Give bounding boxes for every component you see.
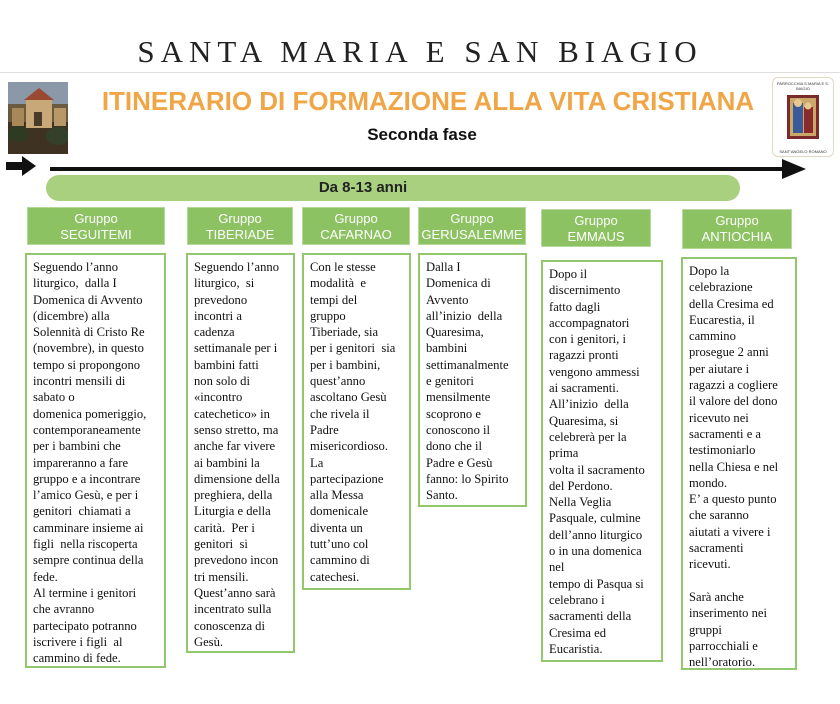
description-line: liturgico, dalla I [33, 276, 117, 291]
description-line: ascoltano Gesù [310, 390, 387, 405]
logo-bottom-text: SANT'ANGELO ROMANO [779, 149, 827, 154]
description-line: E’ a questo punto [689, 492, 777, 507]
description-line: Con le stesse [310, 260, 376, 274]
description-line: vengono ammessi [549, 364, 640, 379]
description-line: misericordioso. [310, 439, 388, 454]
description-line: per i genitori sia [310, 341, 396, 356]
description-line: sacramenti della [549, 609, 632, 624]
main-title: ITINERARIO DI FORMAZIONE ALLA VITA CRISTIANA [101, 86, 755, 116]
phase-title: Seconda fase [367, 125, 477, 144]
description-line: ai bambini la [194, 455, 260, 470]
group-label: Gruppo [715, 213, 759, 228]
description-line: per aiutare i [689, 361, 750, 376]
description-line: modalità e [310, 276, 366, 291]
description-line: settimanalmente [426, 357, 509, 372]
description-line: figli nella riscoperta [33, 537, 138, 552]
description-line: Quest’anno sarà [194, 585, 276, 600]
description-line: mensilmente [426, 390, 491, 405]
description-line: Cresima ed [549, 625, 607, 640]
group-header-seguitemi [27, 207, 165, 245]
description-line: Tiberiade, sia [310, 325, 379, 340]
description-line: preghiera, della [194, 488, 273, 503]
description-line: catechesi. [310, 569, 360, 584]
description-line: tri mensili. [194, 569, 249, 584]
description-line: All’inizio della [549, 397, 629, 412]
description-line: celebrazione [689, 280, 753, 295]
description-line: sempre continua della [33, 553, 144, 568]
description-line: Dopo il [549, 267, 588, 281]
description-line: nel [549, 560, 565, 575]
description-line: Dopo la [689, 264, 730, 278]
group-header-emmaus [541, 209, 651, 247]
group-name: TIBERIADE [205, 227, 275, 242]
description-line: all’inizio della [426, 308, 503, 323]
description-line: Padre [310, 422, 339, 437]
description-line: il valore del dono [689, 394, 778, 409]
description-line: o in una domenica [549, 544, 642, 559]
group-header-cafarnao [302, 207, 410, 245]
age-range-label: Da 8-13 anni [318, 179, 408, 196]
description-line: Pasquale, culmine [549, 511, 641, 526]
description-line: dono che il [426, 439, 482, 454]
description-line: Eucarestia, il [689, 312, 755, 327]
description-line: scoprono e [426, 406, 481, 421]
description-line: prevedono incon [194, 553, 279, 568]
description-line: cadenza [194, 325, 235, 340]
description-line: catechetico» in [194, 406, 270, 421]
description-line: Gesù. [194, 634, 224, 649]
description-line: conoscenza di [194, 618, 265, 633]
description-line: Solennità di Cristo Re [33, 325, 145, 340]
group-label: Gruppo [574, 213, 618, 228]
description-line: impareranno a fare [33, 455, 129, 470]
description-line: senso stretto, ma [194, 422, 279, 437]
description-line: anche far vivere [194, 439, 276, 454]
description-line: Domenica di Avvento [33, 292, 143, 307]
description-line: diventa un [310, 520, 363, 535]
description-line: dell’anno liturgico [549, 527, 643, 542]
description-line: genitori si [194, 537, 248, 552]
description-line: che rivela il [310, 406, 370, 421]
description-line: (dicembre) alla [33, 308, 110, 323]
description-line: sabato o [33, 390, 75, 405]
description-line: tempo si propongono [33, 357, 141, 372]
description-line: Quaresima, [426, 325, 484, 340]
description-line: incontri a [194, 308, 242, 323]
description-line: cammino [689, 329, 736, 344]
description-line: domenica pomeriggio, [33, 406, 147, 421]
description-line: fatto dagli [549, 299, 601, 314]
description-line: incentrato sulla [194, 602, 272, 617]
header-divider [0, 72, 840, 73]
group-name: EMMAUS [567, 229, 625, 244]
description-line: gruppo e a incontrare [33, 471, 141, 486]
description-line: Seguendo l’anno [33, 260, 118, 274]
group-name: CAFARNAO [320, 227, 392, 242]
description-line: gruppi [689, 622, 722, 637]
description-line: Eucaristia. [549, 641, 603, 656]
parish-title: SANTA MARIA E SAN BIAGIO [137, 34, 703, 69]
description-line: settimanale per i [194, 341, 278, 356]
description-line: gruppo [310, 308, 346, 323]
description-line: ricevuto nei [689, 410, 749, 425]
description-line: iscrivere i figli al [33, 634, 123, 649]
description-line: prosegue 2 anni [689, 345, 769, 360]
group-label: Gruppo [334, 211, 378, 226]
description-line: volta il sacramento [549, 462, 645, 477]
description-line: Dalla I [426, 260, 461, 274]
description-line: ai sacramenti. [549, 381, 619, 396]
description-line: tutt’uno col [310, 537, 369, 552]
description-line: La [310, 455, 324, 470]
description-line: che avranno [33, 602, 95, 617]
description-line: sacramenti e a [689, 426, 762, 441]
group-header-antiochia [682, 209, 792, 249]
description-line: sacramenti [689, 541, 744, 556]
description-line: Santo. [426, 488, 458, 503]
group-label: Gruppo [450, 211, 494, 226]
group-description-cafarnao [302, 253, 411, 590]
description-line: Avvento [426, 292, 469, 307]
description-line: accompagnatori [549, 315, 630, 330]
age-range-bar [46, 175, 740, 201]
description-line: Al termine i genitori [33, 585, 137, 600]
description-line: Sarà anche [689, 589, 744, 604]
description-line: Domenica di [426, 276, 491, 291]
logo-top-text: PARROCCHIA S.MARIA E S. BIAGIO [776, 81, 830, 91]
description-line: aiutati a vivere i [689, 524, 771, 539]
group-name: GERUSALEMME [421, 227, 523, 242]
description-line: celebrano i [549, 592, 605, 607]
arrow-right-icon [6, 156, 36, 176]
description-line: incontri mensili di [33, 374, 126, 389]
description-line: Padre e Gesù [426, 455, 493, 470]
description-line: liturgico, si [194, 276, 255, 291]
description-line: Seguendo l’anno [194, 260, 279, 274]
description-line: quest’anno [310, 374, 366, 389]
group-description-antiochia [681, 257, 797, 670]
group-description-tiberiade [186, 253, 295, 653]
description-line: non solo di [194, 374, 250, 389]
description-line: del Perdono. [549, 478, 613, 493]
description-line: che saranno [689, 508, 749, 523]
description-line: domenicale [310, 504, 369, 519]
description-line: Nella Veglia [549, 495, 612, 510]
description-line: testimoniarlo [689, 443, 756, 458]
description-line: alla Messa [310, 488, 364, 503]
description-line [689, 573, 789, 589]
description-line: «incontro [194, 390, 243, 405]
description-line: prima [549, 446, 579, 461]
description-line: contemporaneamente [33, 422, 141, 437]
description-line: fede. [33, 569, 58, 584]
description-line: genitori chiamati a [33, 504, 131, 519]
description-line: prevedono [194, 292, 248, 307]
description-line: Liturgia e della [194, 504, 271, 519]
group-name: ANTIOCHIA [701, 229, 773, 244]
description-line: ragazzi pronti [549, 348, 619, 363]
description-line: conoscono il [426, 422, 491, 437]
description-line: (novembre), in questo [33, 341, 144, 356]
description-line: partecipato potranno [33, 618, 137, 633]
description-line: e genitori [426, 374, 474, 389]
description-line: camminare insieme ai [33, 520, 144, 535]
description-line: celebrerà per la [549, 429, 627, 444]
description-line: ricevuti. [689, 557, 731, 572]
description-line: nell’oratorio. [689, 655, 756, 670]
description-line: parrocchiali e [689, 638, 758, 653]
description-line: l’amico Gesù, e per i [33, 488, 139, 503]
description-line: dimensione della [194, 471, 280, 486]
description-line: discernimento [549, 283, 621, 298]
group-header-gerusalemme [418, 207, 526, 245]
description-line: partecipazione [310, 471, 384, 486]
description-line: carità. Per i [194, 520, 255, 535]
group-header-tiberiade [187, 207, 293, 245]
description-line: per i bambini, [310, 357, 381, 372]
description-line: cammino di [310, 553, 370, 568]
description-line: con i genitori, i [549, 332, 626, 347]
description-line: della Cresima ed [689, 296, 774, 311]
group-description-gerusalemme [418, 253, 527, 507]
description-line: bambini [426, 341, 468, 356]
description-line: mondo. [689, 475, 728, 490]
description-line: inserimento nei [689, 606, 767, 621]
description-line: fanno: lo Spirito [426, 471, 509, 486]
description-line: bambini fatti [194, 357, 259, 372]
description-line: per i bambini che [33, 439, 121, 454]
description-line: nella Chiesa e nel [689, 459, 779, 474]
group-description-emmaus [541, 260, 663, 662]
description-line: tempi del [310, 292, 358, 307]
group-label: Gruppo [74, 211, 118, 226]
description-line: tempo di Pasqua si [549, 576, 644, 591]
group-label: Gruppo [218, 211, 262, 226]
description-line: ragazzi a cogliere [689, 378, 778, 393]
description-line: cammino di fede. [33, 651, 121, 666]
group-name: SEGUITEMI [60, 227, 132, 242]
group-description-seguitemi [25, 253, 166, 668]
description-line: Quaresima, si [549, 413, 619, 428]
